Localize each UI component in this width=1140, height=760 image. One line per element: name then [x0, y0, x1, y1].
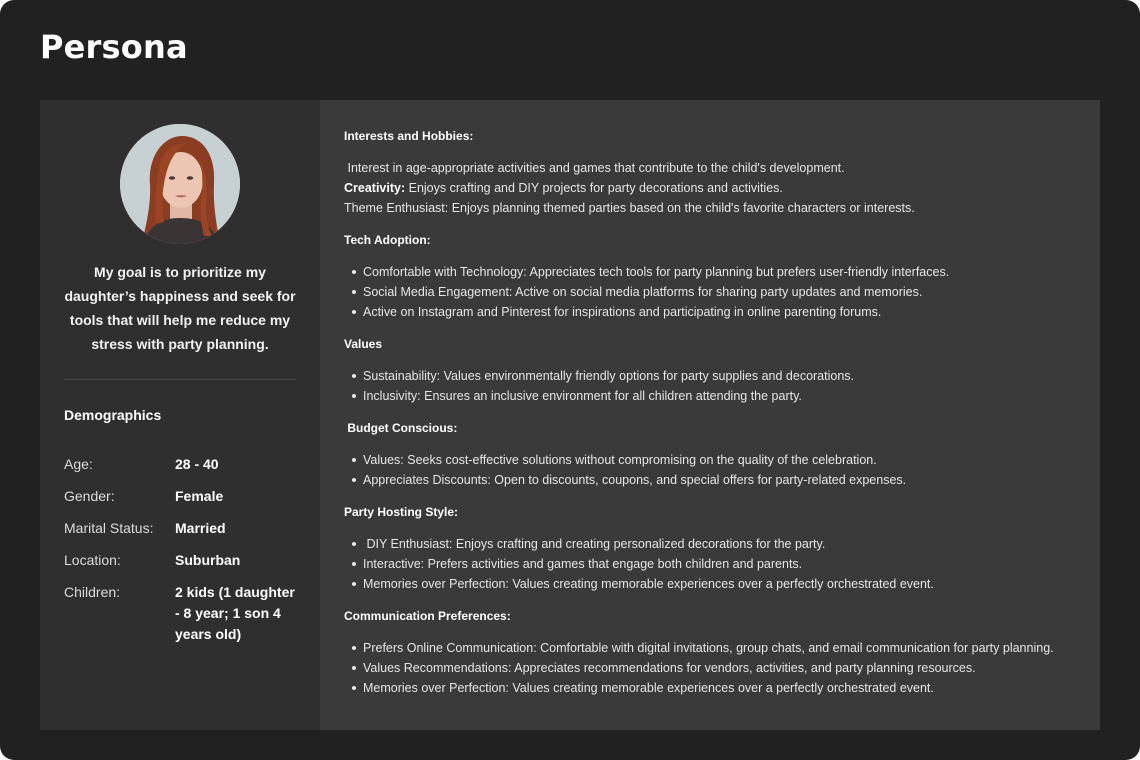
- divider: [64, 379, 296, 380]
- demographic-row-children: [64, 582, 304, 645]
- section-title-hosting: Party Hosting Style:: [344, 505, 459, 519]
- list-item: DIY Enthusiast: Enjoys crafting and creating personalized decorations for the party.: [344, 534, 1084, 554]
- profile-panel: [40, 100, 320, 730]
- demographic-value: Female: [175, 488, 224, 504]
- demographics-title: Demographics: [64, 407, 162, 423]
- section-title-communication: Communication Preferences:: [344, 609, 511, 623]
- interests-line-text: Enjoys crafting and DIY projects for party decorations and activities.: [405, 181, 783, 195]
- section-title-interests: Interests and Hobbies:: [344, 129, 474, 143]
- demographic-value: Married: [175, 520, 226, 536]
- list-item: Interactive: Prefers activities and games that engage both children and parents.: [344, 554, 1084, 574]
- list-item: Values Recommendations: Appreciates recommendations for vendors, activities, and party planning resources.: [344, 658, 1084, 678]
- list-item: Prefers Online Communication: Comfortable with digital invitations, group chats, and email communication for party planning.: [344, 638, 1084, 658]
- section-title-values: Values: [344, 337, 383, 351]
- details-content: [344, 126, 1084, 710]
- section-title-tech: Tech Adoption:: [344, 233, 431, 247]
- list-item: Values: Seeks cost-effective solutions without compromising on the quality of the celebration.: [344, 450, 1084, 470]
- demographic-label: Children:: [64, 584, 121, 600]
- interests-lines: [344, 158, 1084, 218]
- hosting-list: [344, 534, 1084, 594]
- communication-list: [344, 638, 1084, 698]
- avatar-photo: [120, 124, 240, 244]
- avatar: [120, 124, 240, 244]
- list-item: Sustainability: Values environmentally friendly options for party supplies and decorations.: [344, 366, 1084, 386]
- details-panel: [320, 100, 1100, 730]
- page-title: Persona: [40, 28, 188, 66]
- list-item: Social Media Engagement: Active on social media platforms for sharing party updates and memories.: [344, 282, 1084, 302]
- demographic-value: Suburban: [175, 552, 241, 568]
- list-item: Active on Instagram and Pinterest for inspirations and participating in online parenting forums.: [344, 302, 1084, 322]
- demographic-row-gender: [64, 486, 304, 507]
- demographic-label: Gender:: [64, 488, 115, 504]
- list-item: Appreciates Discounts: Open to discounts, coupons, and special offers for party-related expenses.: [344, 470, 1084, 490]
- list-item: Inclusivity: Ensures an inclusive environment for all children attending the party.: [344, 386, 1084, 406]
- persona-goal: My goal is to prioritize my daughter’s happiness and seek for tools that will help me reduce my stress with party planning.: [64, 264, 296, 352]
- values-list: [344, 366, 1084, 406]
- interests-line: Interest in age-appropriate activities and games that contribute to the child's development.: [344, 161, 845, 175]
- list-item: Comfortable with Technology: Appreciates tech tools for party planning but prefers user-friendly interfaces.: [344, 262, 1084, 282]
- interests-line-bold: Creativity:: [344, 181, 406, 195]
- demographic-value: 2 kids (1 daughter - 8 year; 1 son 4 years old): [175, 584, 295, 642]
- section-title-budget: Budget Conscious:: [344, 421, 458, 435]
- demographic-row-location: [64, 550, 304, 571]
- demographic-label: Marital Status:: [64, 520, 154, 536]
- demographic-row-marital-status: [64, 518, 304, 539]
- demographic-label: Location:: [64, 552, 121, 568]
- tech-list: [344, 262, 1084, 322]
- demographic-label: Age:: [64, 456, 93, 472]
- demographic-value: 28 - 40: [175, 456, 219, 472]
- interests-line: [344, 178, 1084, 198]
- demographic-row-age: [64, 454, 304, 475]
- interests-line: Theme Enthusiast: Enjoys planning themed parties based on the child's favorite characters or interests.: [344, 201, 915, 215]
- list-item: Memories over Perfection: Values creating memorable experiences over a perfectly orchestrated event.: [344, 678, 1084, 698]
- budget-list: [344, 450, 1084, 490]
- demographics-list: [64, 454, 304, 656]
- list-item: Memories over Perfection: Values creating memorable experiences over a perfectly orchestrated event.: [344, 574, 1084, 594]
